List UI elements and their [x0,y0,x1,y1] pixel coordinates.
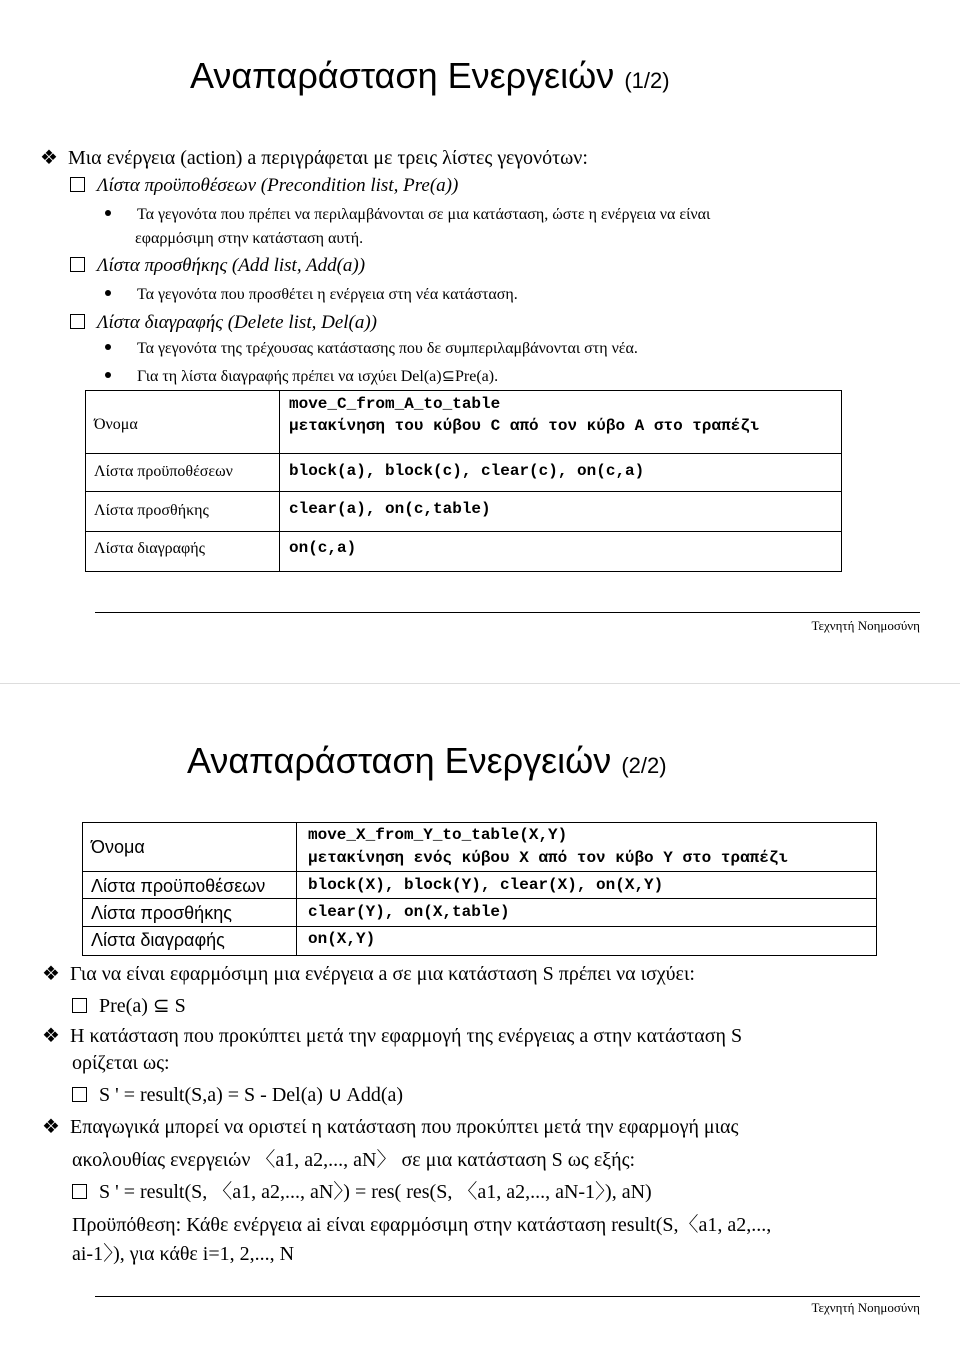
table-value-name: move_C_from_A_to_table [289,395,501,413]
table-label-del: Λίστα διαγραφής [94,540,205,557]
pre-heading-text: Λίστα προϋποθέσεων (Precondition list, Pre(a)) [97,175,459,196]
intro-line [40,145,588,170]
checkbox-bullet-icon [70,314,85,329]
table-divider [83,898,876,899]
table-value-name-desc: μετακίνηση του κύβου C από τον κύβο A στο τραπέζι [289,417,760,435]
table-value-add: clear(Y), on(X,table) [308,903,510,921]
result-line-2: ορίζεται ως: [72,1052,170,1074]
table-divider [83,926,876,927]
table-value-del: on(X,Y) [308,930,376,948]
intro-text: Μια ενέργεια (action) a περιγράφεται με τρεις λίστες γεγονότων: [68,147,588,169]
pre-bullet [105,206,710,224]
applicable-line [42,961,695,986]
table-value-add: clear(a), on(c,table) [289,500,491,518]
del-heading-text: Λίστα διαγραφής (Delete list, Del(a)) [97,312,378,333]
seq-formula [72,1175,652,1204]
add-bullet-text: Τα γεγονότα που προσθέτει η ενέργεια στη νέα κατάσταση. [137,286,518,303]
checkbox-bullet-icon [72,1184,87,1199]
table-label-del: Λίστα διαγραφής [91,930,225,950]
table-divider [86,491,841,492]
table-label-add: Λίστα προσθήκης [94,502,209,519]
checkbox-bullet-icon [72,998,87,1013]
result-formula-text: S ' = result(S,a) = S - Del(a) ∪ Add(a) [99,1084,404,1106]
dot-bullet-icon [105,344,111,350]
table-divider [83,871,876,872]
del-heading [70,312,377,334]
pre-heading [70,175,458,197]
checkbox-bullet-icon [70,257,85,272]
page-title [187,740,667,782]
table-label-pre: Λίστα προϋποθέσεων [94,463,233,480]
table-label-add: Λίστα προσθήκης [91,903,232,923]
title-text: Αναπαράσταση Ενεργειών [190,55,615,96]
add-bullet [105,286,518,304]
table-value-pre: block(X), block(Y), clear(X), on(X,Y) [308,876,664,894]
table-value-pre: block(a), block(c), clear(c), on(c,a) [289,462,645,480]
footer: Τεχνητή Νοημοσύνη [811,618,920,633]
action-table-2 [82,822,877,956]
pre-bullet-text-1: Τα γεγονότα που πρέπει να περιλαμβάνονται σε μια κατάσταση, ώστε η ενέργεια να είναι [137,206,711,223]
precondition-line-1: Προϋπόθεση: Κάθε ενέργεια ai είναι εφαρμόσιμη στην κατάσταση result(S,〈a1, a2,..., [72,1214,772,1236]
title-text: Αναπαράσταση Ενεργειών [187,740,612,781]
footer-rule [95,612,920,613]
footer: Τεχνητή Νοημοσύνη [811,1300,920,1315]
seq-text-1: Επαγωγικά μπορεί να οριστεί η κατάσταση που προκύπτει μετά την εφαρμογή μιας [70,1116,739,1138]
table-divider [86,531,841,532]
seq-line-2: ακολουθίας ενεργειών 〈a1, a2,..., aN〉 σε μια κατάσταση S ως εξής: [72,1149,636,1171]
table-divider [86,453,841,454]
applicable-text: Για να είναι εφαρμόσιμη μια ενέργεια a σε μια κατάσταση S πρέπει να ισχύει: [70,963,695,985]
table-label-pre: Λίστα προϋποθέσεων [91,876,266,896]
table-divider [296,823,297,955]
dot-bullet-icon [105,372,111,378]
table-value-name-desc: μετακίνηση ενός κύβου X από τον κύβο Y στο τραπέζι [308,849,789,867]
checkbox-bullet-icon [72,1087,87,1102]
table-value-del: on(c,a) [289,539,357,557]
pre-bullet-cont: εφαρμόσιμη στην κατάσταση αυτή. [135,230,364,247]
del-bullet-text-2: Για τη λίστα διαγραφής πρέπει να ισχύει Del(a)⊆Pre(a). [137,368,499,385]
result-line-1 [42,1023,743,1048]
result-text-1: Η κατάσταση που προκύπτει μετά την εφαρμογή της ενέργειας a στην κατάσταση S [70,1025,743,1047]
result-formula [72,1082,403,1107]
seq-formula-text: S ' = result(S, 〈a1, a2,..., aN〉) = res( res(S, 〈a1, a2,..., aN-1〉), aN) [99,1181,652,1203]
applicable-formula [72,993,186,1018]
table-value-name: move_X_from_Y_to_table(X,Y) [308,826,568,844]
table-divider [279,391,280,571]
precondition-line-2: ai-1〉), για κάθε i=1, 2,..., N [72,1243,295,1265]
seq-line-1 [42,1114,739,1139]
checkbox-bullet-icon [70,177,85,192]
add-heading-text: Λίστα προσθήκης (Add list, Add(a)) [97,255,366,276]
dot-bullet-icon [105,210,111,216]
page-separator [0,683,960,684]
del-bullet-text-1: Τα γεγονότα της τρέχουσας κατάστασης που δε συμπεριλαμβάνονται στη νέα. [137,340,638,357]
title-suffix: (1/2) [624,68,670,93]
diamond-bullet-icon: ❖ [42,1025,60,1047]
del-bullet-1 [105,340,638,358]
add-heading [70,255,365,277]
action-table-1 [85,390,842,572]
applicable-formula-text: Pre(a) ⊆ S [99,995,186,1017]
page-title [190,55,670,97]
dot-bullet-icon [105,290,111,296]
del-bullet-2 [105,366,498,386]
diamond-bullet-icon: ❖ [40,147,58,169]
table-label-name: Όνομα [94,416,138,433]
title-suffix: (2/2) [621,753,667,778]
table-label-name: Όνομα [91,837,145,857]
diamond-bullet-icon: ❖ [42,1116,60,1138]
diamond-bullet-icon: ❖ [42,963,60,985]
footer-rule [95,1296,920,1297]
